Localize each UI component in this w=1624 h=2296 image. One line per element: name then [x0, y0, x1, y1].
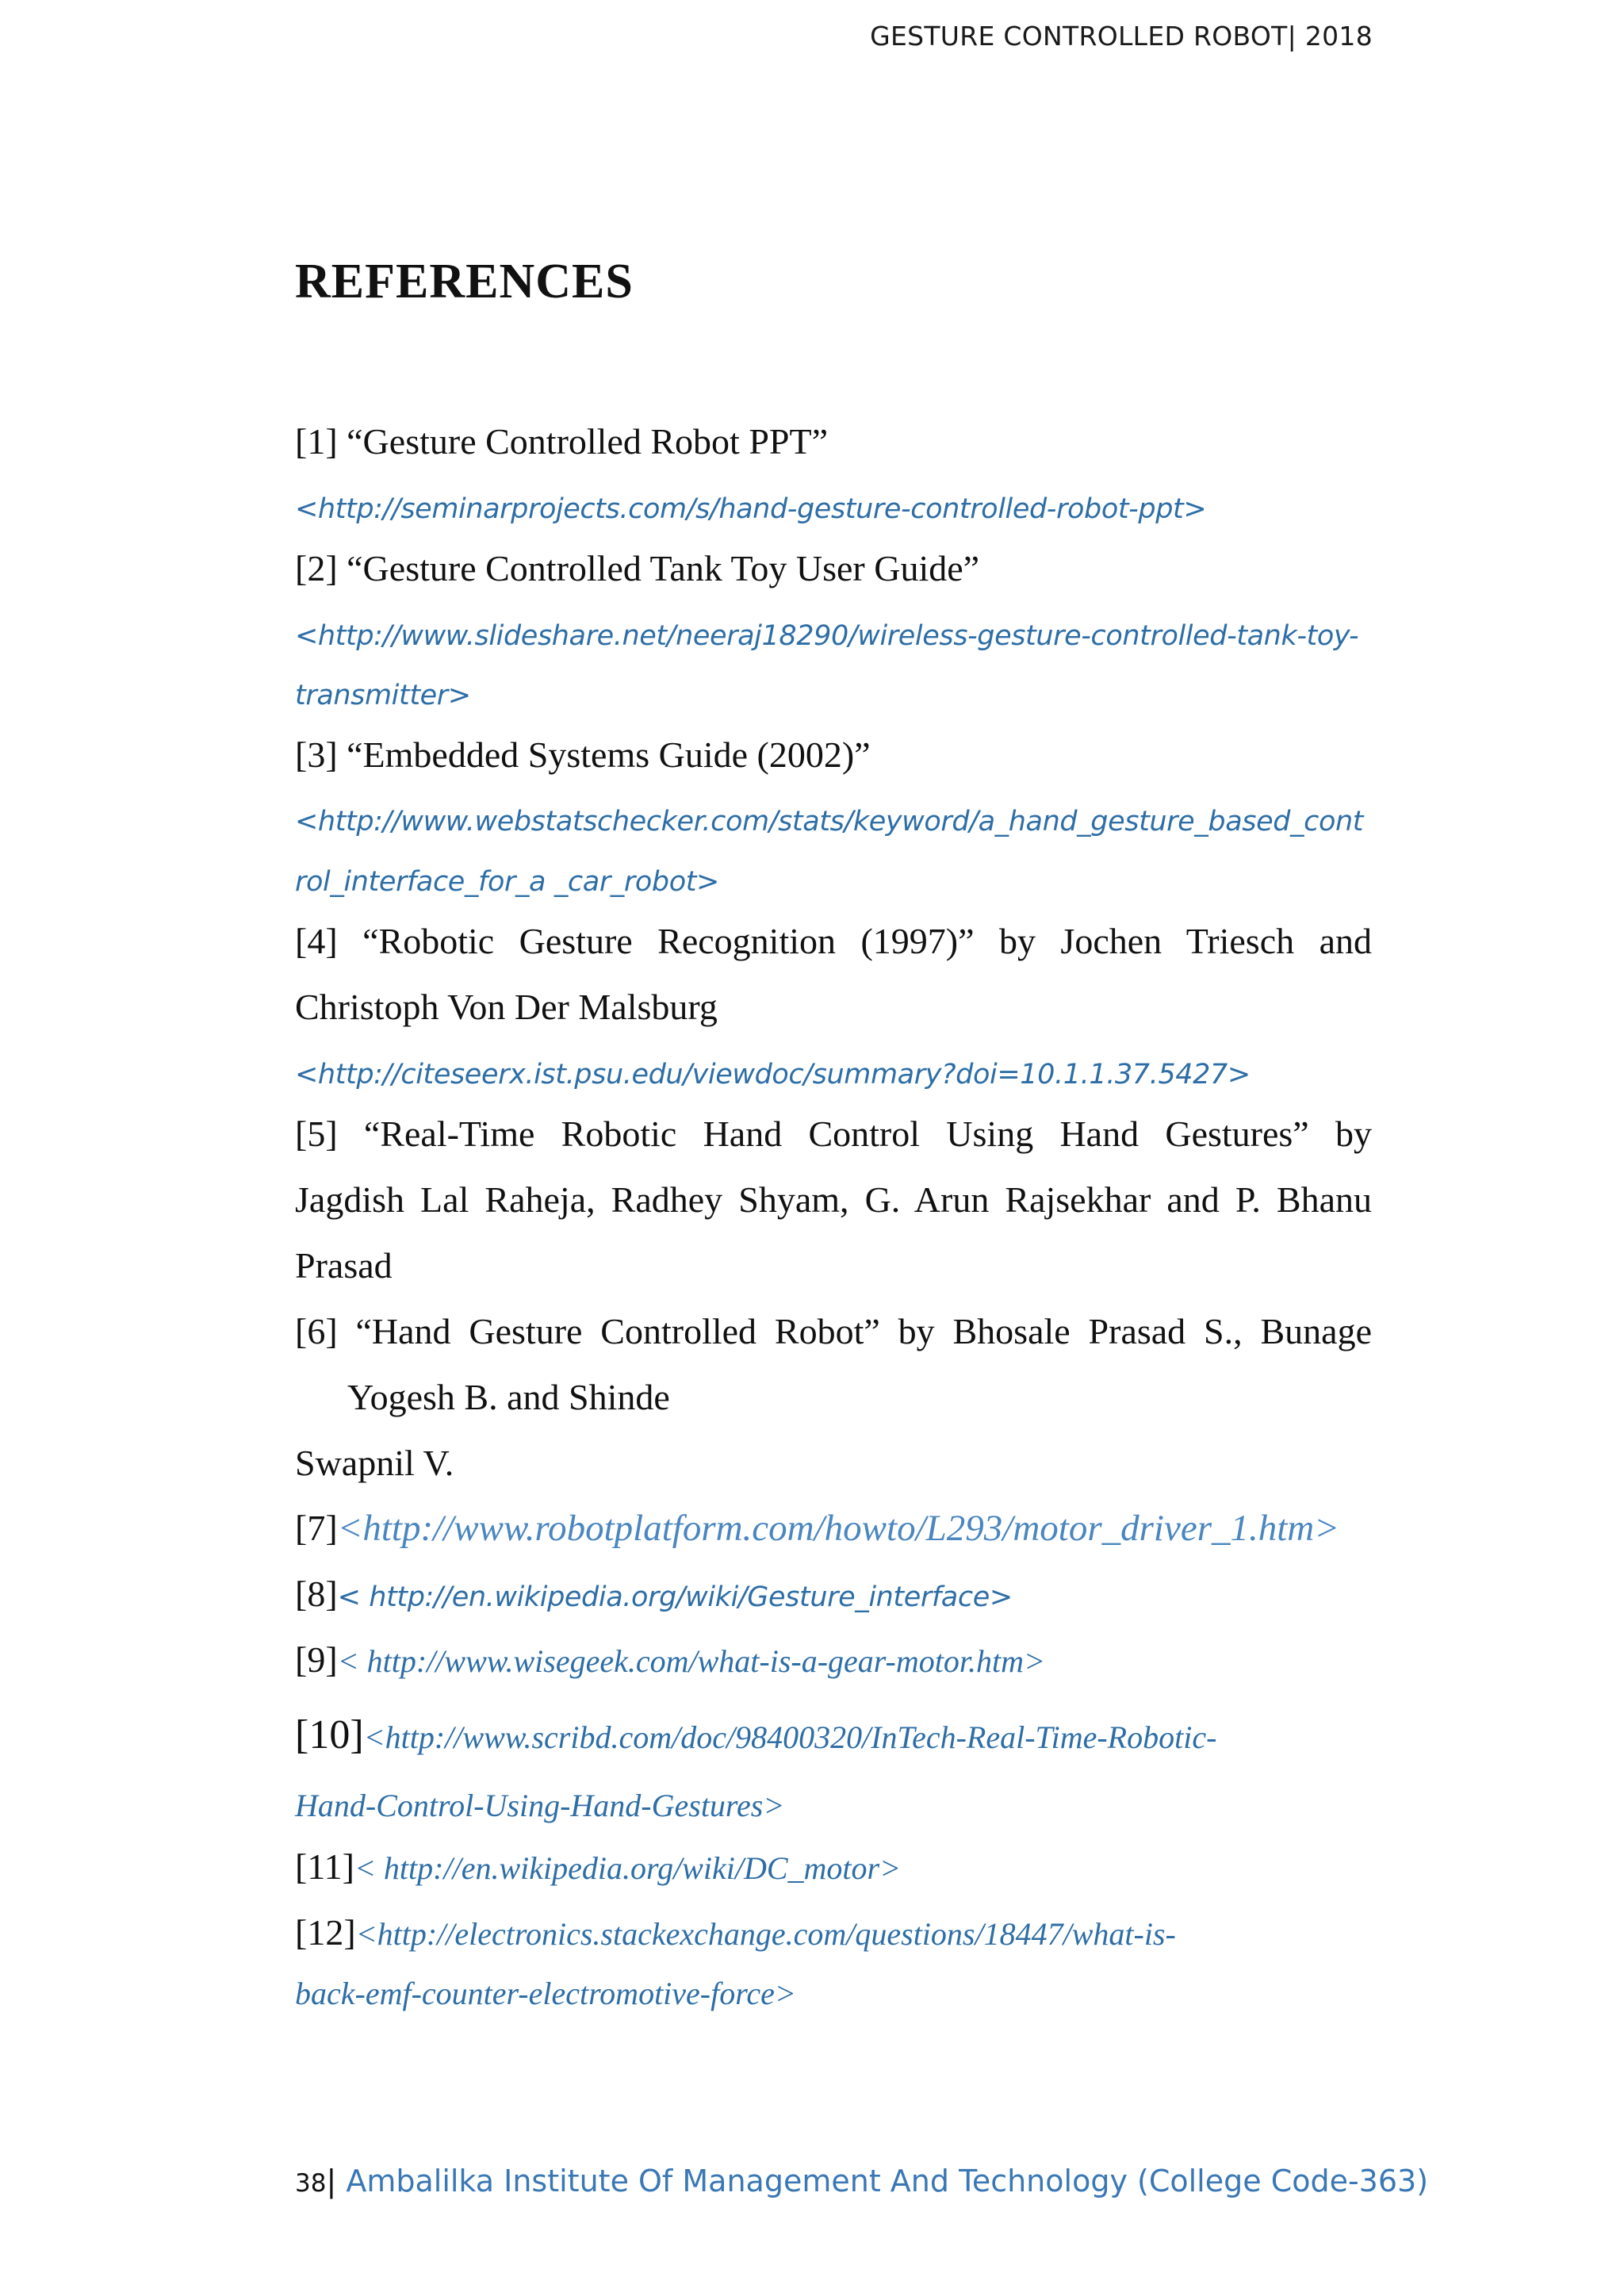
reference-10-number: [10]	[295, 1712, 364, 1757]
reference-5-title-line-2: Jagdish Lal Raheja, Radhey Shyam, G. Arun Rajsekhar and P. Bhanu	[295, 1179, 1372, 1220]
reference-7-number: [7]	[295, 1508, 338, 1548]
reference-2-link-line-1[interactable]: <http://www.slideshare.net/neeraj18290/wireless-gesture-controlled-tank-toy-	[295, 620, 1359, 652]
reference-5-title-line-3: Prasad	[295, 1245, 393, 1286]
reference-4-link[interactable]: <http://citeseerx.ist.psu.edu/viewdoc/summary?doi=10.1.1.37.5427>	[295, 1059, 1251, 1091]
reference-9-number: [9]	[295, 1639, 338, 1680]
reference-2-link-line-2[interactable]: transmitter>	[295, 680, 471, 711]
reference-4-title-line-2: Christoph Von Der Malsburg	[295, 987, 718, 1027]
reference-11	[295, 1846, 1372, 1888]
reference-5-title-line-1: [5] “Real-Time Robotic Hand Control Using Hand Gestures” by	[295, 1114, 1372, 1154]
reference-12-link-line-2[interactable]: back-emf-counter-electromotive-force>	[295, 1976, 796, 2011]
reference-9-link[interactable]: < http://www.wisegeek.com/what-is-a-gear-motor.htm>	[337, 1643, 1046, 1679]
reference-11-link[interactable]: < http://en.wikipedia.org/wiki/DC_motor>	[354, 1850, 902, 1886]
reference-6-title-line-3: Swapnil V.	[295, 1443, 454, 1483]
reference-6-title-line-1: [6] “Hand Gesture Controlled Robot” by Bhosale Prasad S., Bunage	[295, 1311, 1372, 1351]
running-header: GESTURE CONTROLLED ROBOT| 2018	[870, 21, 1373, 52]
reference-7	[295, 1507, 1372, 1550]
institution-name: Ambalilka Institute Of Management And Technology (College Code-363)	[336, 2164, 1429, 2198]
page-title: REFERENCES	[295, 255, 634, 309]
reference-1-link[interactable]: <http://seminarprojects.com/s/hand-gesture-controlled-robot-ppt>	[295, 493, 1207, 525]
reference-8-link[interactable]: < http://en.wikipedia.org/wiki/Gesture_interface>	[337, 1581, 1013, 1613]
footer-separator: |	[326, 2164, 337, 2198]
reference-7-link[interactable]: <http://www.robotplatform.com/howto/L293/motor_driver_1.htm>	[337, 1508, 1339, 1549]
reference-10-link-line-1[interactable]: <http://www.scribd.com/doc/98400320/InTech-Real-Time-Robotic-	[363, 1719, 1217, 1755]
reference-3-title: [3] “Embedded Systems Guide (2002)”	[295, 734, 871, 775]
reference-9	[295, 1639, 1372, 1681]
reference-2-title: [2] “Gesture Controlled Tank Toy User Guide”	[295, 548, 980, 588]
page-footer	[295, 2164, 1428, 2198]
reference-11-number: [11]	[295, 1846, 354, 1887]
reference-12-link-line-1[interactable]: <http://electronics.stackexchange.com/questions/18447/what-is-	[355, 1916, 1176, 1952]
reference-4-title-line-1: [4] “Robotic Gesture Recognition (1997)” by Jochen Triesch and	[295, 921, 1372, 961]
reference-10	[295, 1711, 1372, 1758]
reference-1-title: [1] “Gesture Controlled Robot PPT”	[295, 421, 829, 462]
reference-3-link-line-2[interactable]: rol_interface_for_a _car_robot>	[295, 866, 719, 898]
reference-10-link-line-2[interactable]: Hand-Control-Using-Hand-Gestures>	[295, 1788, 785, 1823]
reference-3-link-line-1[interactable]: <http://www.webstatschecker.com/stats/keyword/a_hand_gesture_based_cont	[295, 806, 1364, 838]
page-number: 38	[295, 2169, 327, 2198]
reference-8-number: [8]	[295, 1573, 338, 1614]
reference-12	[295, 1911, 1372, 1953]
reference-12-number: [12]	[295, 1912, 356, 1953]
reference-8	[295, 1573, 1372, 1615]
reference-6-title-line-2: Yogesh B. and Shinde	[347, 1377, 670, 1417]
